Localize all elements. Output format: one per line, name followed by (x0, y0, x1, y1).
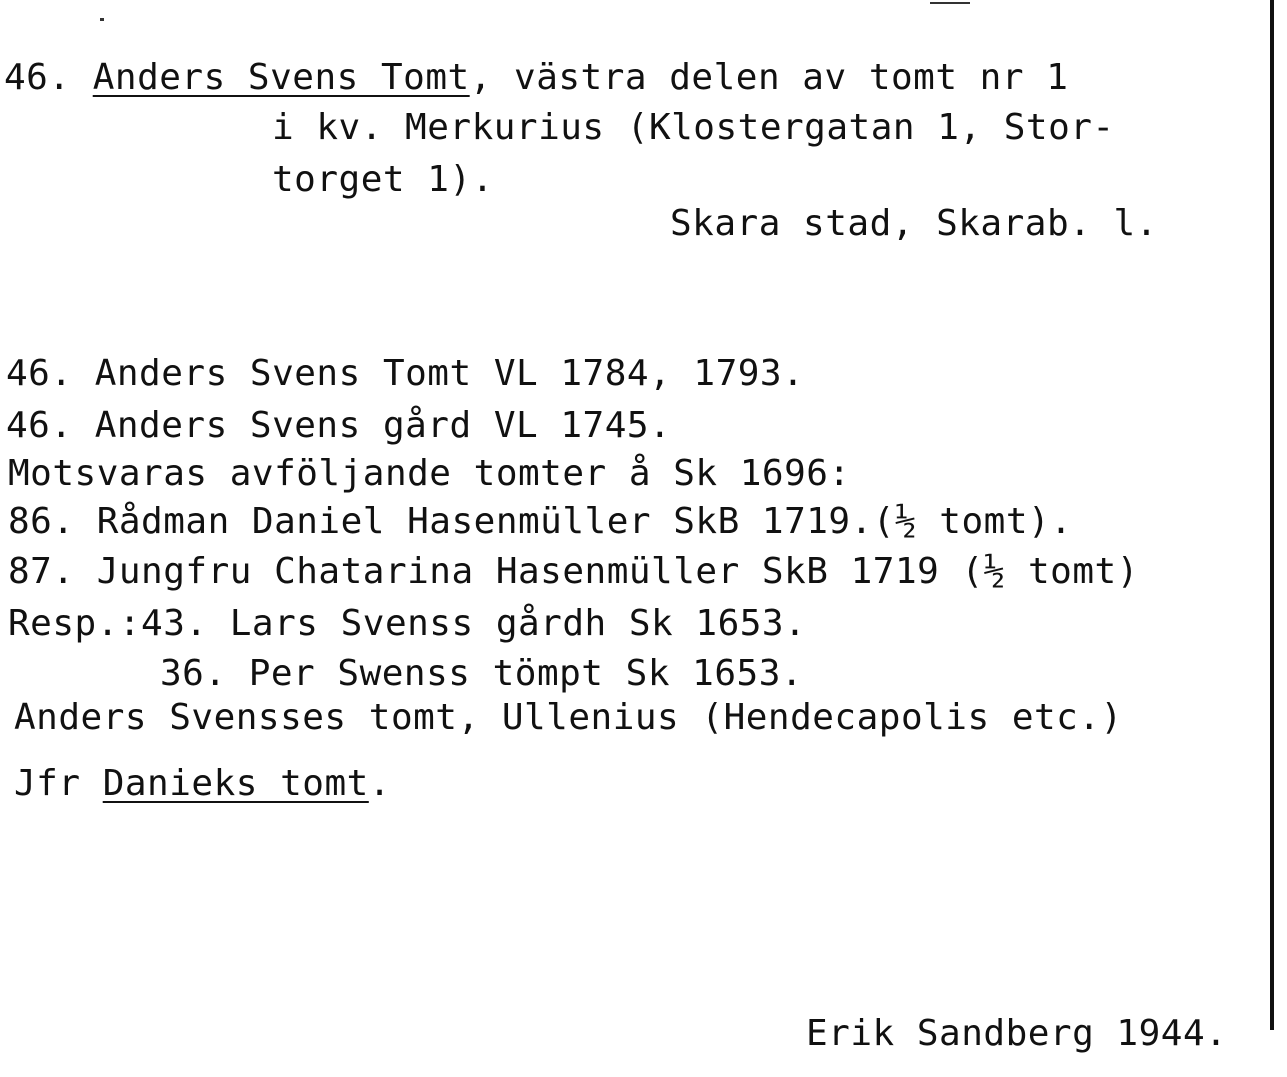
entry-line: 87. Jungfru Chatarina Hasenmüller SkB 1719 (½ tomt) (8, 551, 1139, 592)
reference-link: Danieks tomt (102, 763, 369, 804)
entry-line: Motsvaras avföljande tomter å Sk 1696: (8, 453, 851, 494)
entry-line: 46. Anders Svens Tomt VL 1784, 1793. (6, 353, 805, 394)
signature: Erik Sandberg 1944. (806, 1013, 1228, 1054)
scan-speck (100, 18, 104, 21)
header-line-3: torget 1). (272, 159, 494, 200)
property-title: Anders Svens Tomt (92, 57, 470, 98)
card-edge (1270, 0, 1274, 1030)
entry-line: Anders Svensses tomt, Ullenius (Hendecapolis etc.) (14, 697, 1123, 738)
entry-line: 46. Anders Svens gård VL 1745. (6, 405, 672, 446)
scan-speck (930, 2, 970, 4)
reference-suffix: . (368, 763, 391, 804)
entry-line: Resp.:43. Lars Svenss gårdh Sk 1653. (8, 603, 807, 644)
reference-line (14, 763, 391, 804)
property-description: , västra delen av tomt nr 1 (469, 57, 1069, 98)
entry-number: 46. (4, 57, 71, 98)
entry-line: 36. Per Swenss tömpt Sk 1653. (160, 653, 804, 694)
entry-line: 86. Rådman Daniel Hasenmüller SkB 1719.(½ tomt). (8, 501, 1073, 542)
header-line-2: i kv. Merkurius (Klostergatan 1, Stor- (272, 107, 1115, 148)
header-line-1 (4, 57, 1069, 98)
reference-prefix: Jfr (14, 763, 103, 804)
place-name: Skara stad, Skarab. l. (670, 203, 1158, 244)
